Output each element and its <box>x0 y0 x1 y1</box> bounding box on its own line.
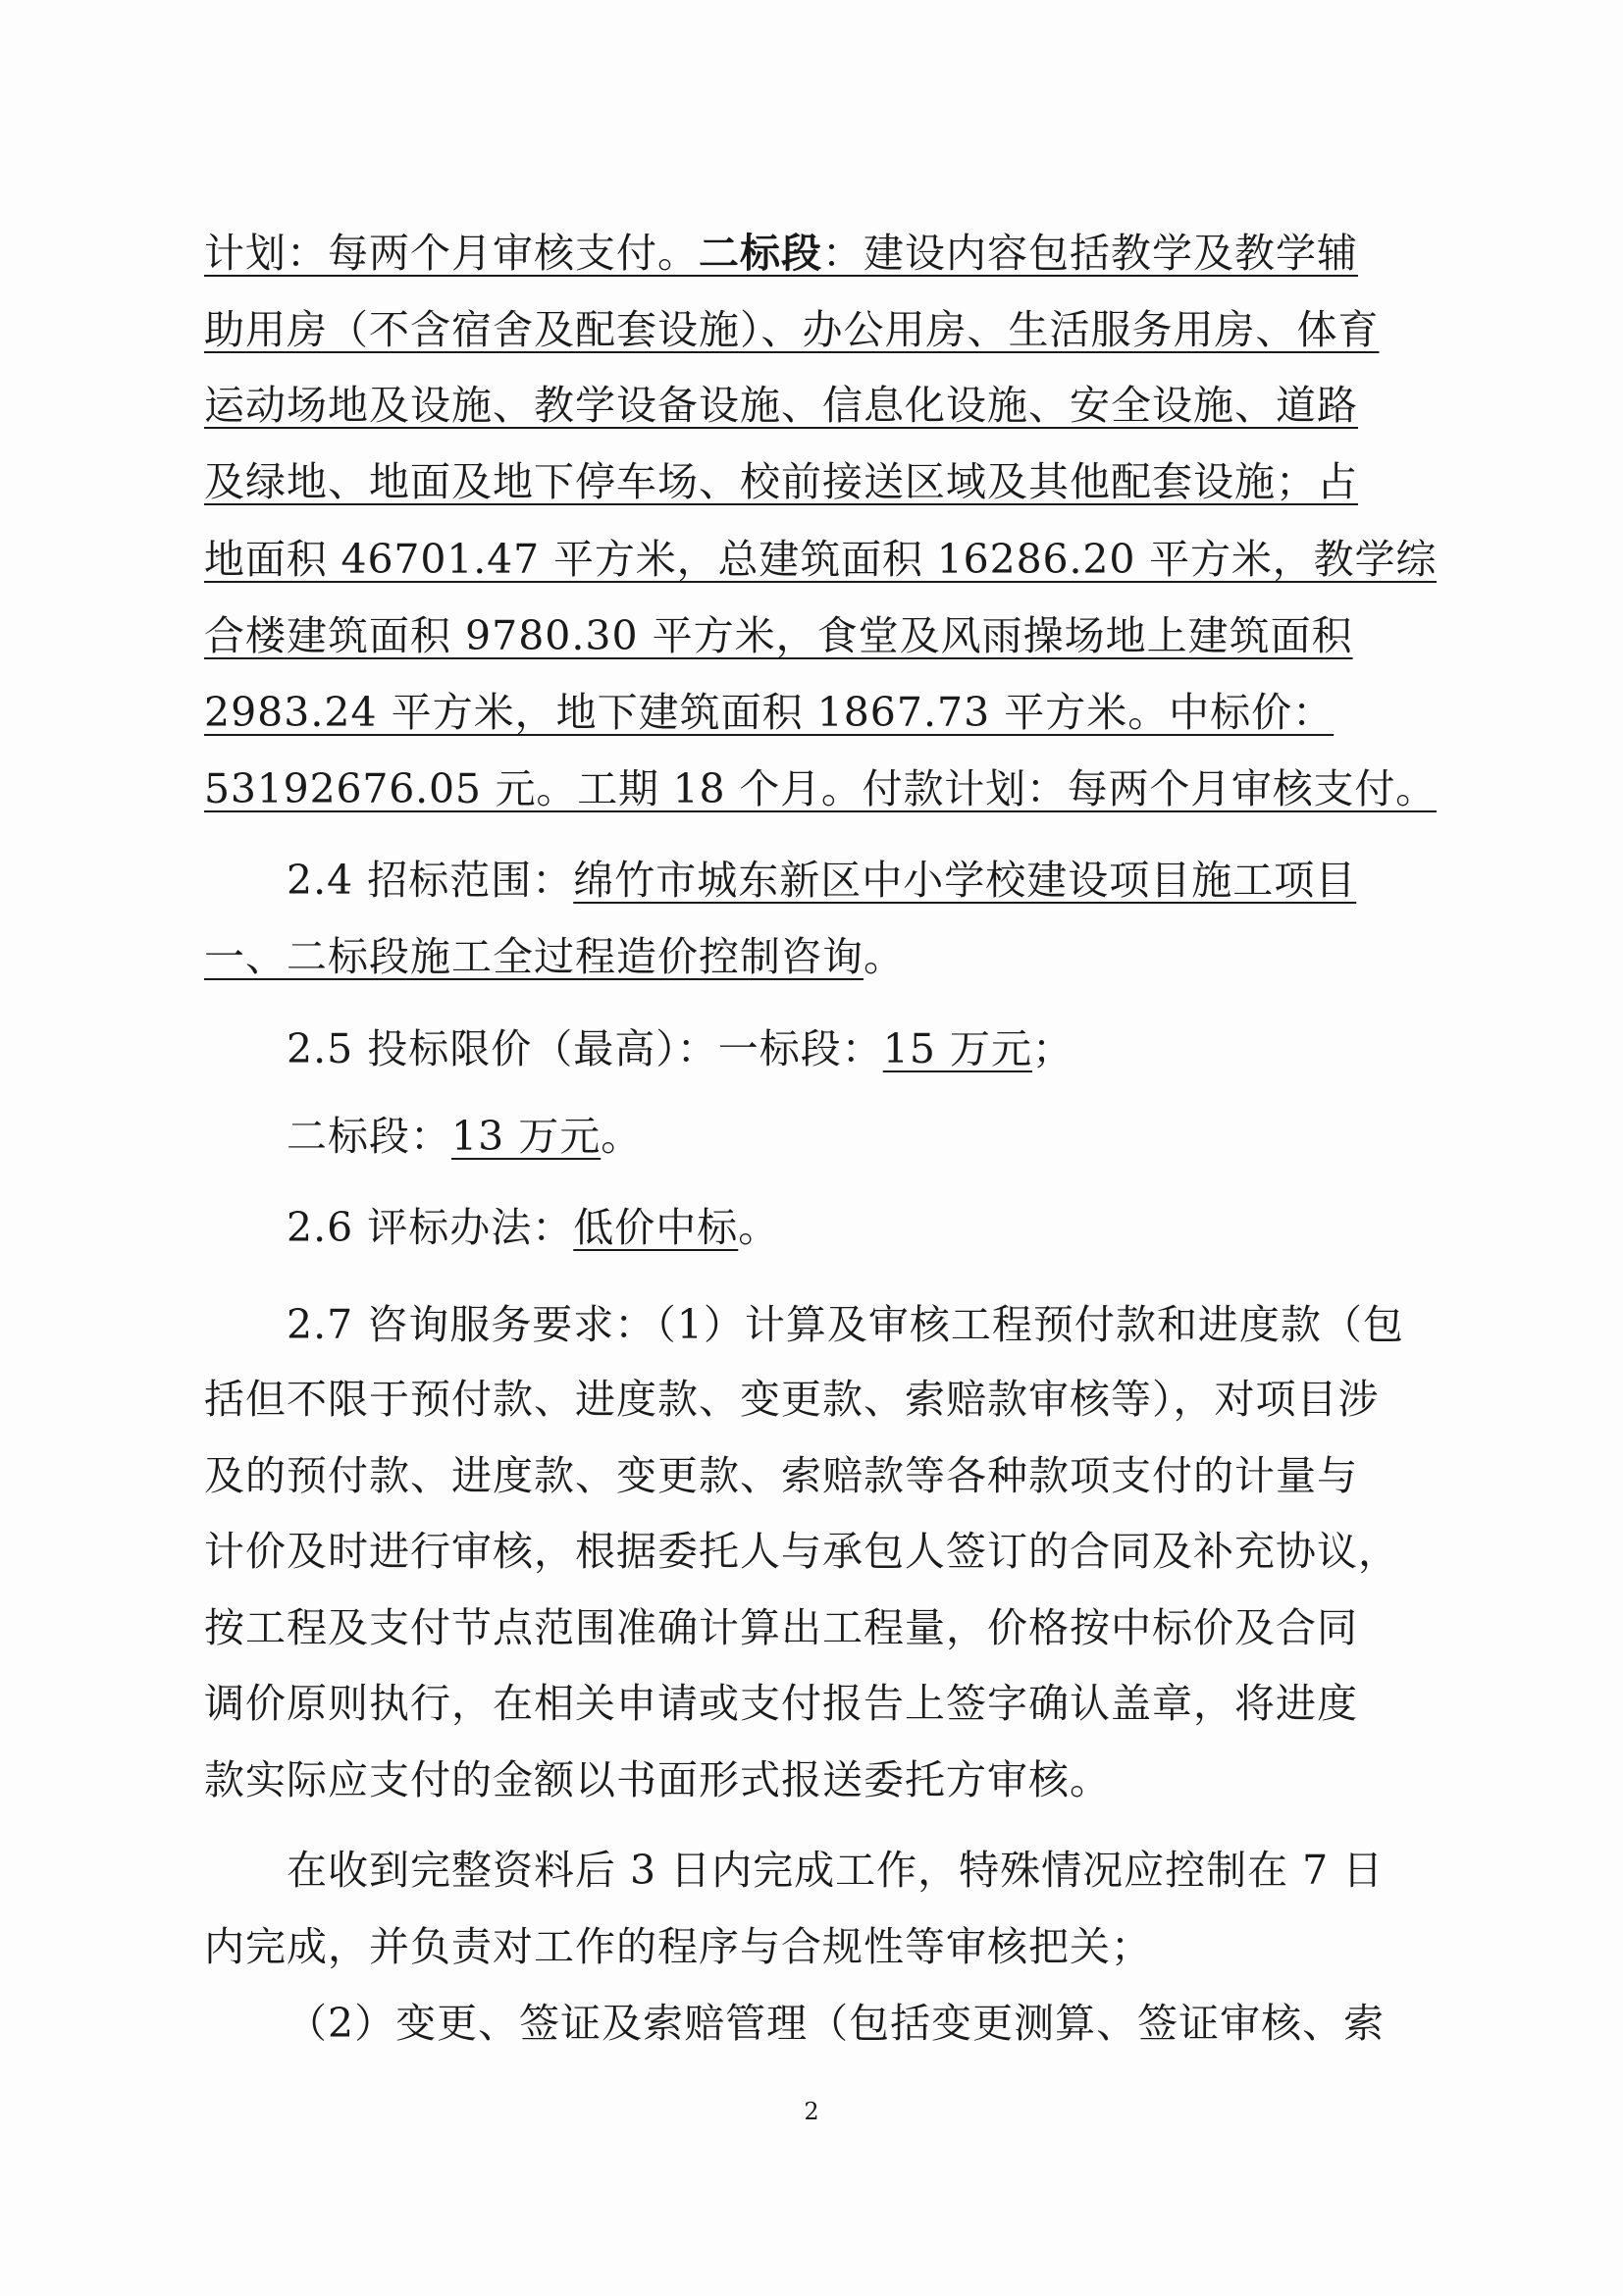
text-line <box>287 1010 1437 1088</box>
text-segment: 2.5 投标限价（最高）：一标段： <box>287 1025 883 1072</box>
text-segment: 。 <box>601 1113 643 1160</box>
underlined-text: 低价中标 <box>573 1204 739 1251</box>
underlined-text: 助用房（不含宿舍及配套设施）、办公用房、生活服务用房、体育 <box>204 306 1380 353</box>
text-segment: 及的预付款、进度款、变更款、索赔款等各种款项支付的计量与 <box>204 1452 1358 1499</box>
text-line <box>287 1097 1437 1175</box>
text-segment: 内完成，并负责对工作的程序与合规性等审核把关； <box>204 1923 1152 1970</box>
text-line <box>204 597 1437 675</box>
underlined-text: 15 万元 <box>882 1025 1032 1072</box>
underlined-text: 二标段 <box>699 230 822 277</box>
text-line <box>204 520 1437 599</box>
text-segment: 括但不限于预付款、进度款、变更款、索赔款审核等），对项目涉 <box>204 1376 1380 1423</box>
underlined-text: 13 万元 <box>451 1113 602 1160</box>
text-line <box>204 443 1437 521</box>
text-segment: 。 <box>864 933 905 980</box>
text-line <box>204 1589 1437 1667</box>
text-line <box>204 1741 1437 1819</box>
text-line <box>287 1188 1437 1267</box>
underlined-text: 53192676.05 元。工期 18 个月。付款计划：每两个月审核支付。 <box>204 765 1437 812</box>
text-segment: 2.4 招标范围： <box>287 857 574 904</box>
text-segment: 二标段： <box>287 1113 451 1160</box>
text-line <box>204 214 1437 292</box>
underlined-text: ：建设内容包括教学及教学辅 <box>822 230 1358 277</box>
text-line <box>204 917 1437 996</box>
text-line <box>204 1436 1437 1515</box>
text-segment: ； <box>1031 1025 1073 1072</box>
text-line <box>287 841 1437 919</box>
text-line <box>287 1285 1437 1364</box>
text-line <box>204 1360 1437 1438</box>
underlined-text: 计划：每两个月审核支付。 <box>204 230 699 277</box>
text-segment: 按工程及支付节点范围准确计算出工程量，价格按中标价及合同 <box>204 1604 1358 1651</box>
text-line <box>204 366 1437 444</box>
underlined-text: 2983.24 平方米，地下建筑面积 1867.73 平方米。中标价： <box>204 689 1335 736</box>
text-line <box>287 1831 1437 1909</box>
text-segment: 调价原则执行，在相关申请或支付报告上签字确认盖章，将进度 <box>204 1680 1358 1727</box>
text-segment: 在收到完整资料后 3 日内完成工作，特殊情况应控制在 7 日 <box>287 1847 1385 1894</box>
text-segment: 计价及时进行审核，根据委托人与承包人签订的合同及补充协议， <box>204 1528 1399 1575</box>
underlined-text: 绵竹市城东新区中小学校建设项目施工项目 <box>573 857 1357 904</box>
text-line <box>204 1512 1437 1591</box>
underlined-text: 运动场地及设施、教学设备设施、信息化设施、安全设施、道路 <box>204 382 1358 429</box>
underlined-text: 合楼建筑面积 9780.30 平方米，食堂及风雨操场地上建筑面积 <box>204 612 1353 659</box>
text-line <box>204 673 1437 752</box>
text-segment: 。 <box>738 1204 780 1251</box>
text-segment: 款实际应支付的金额以书面形式报送委托方审核。 <box>204 1756 1111 1803</box>
text-segment: （2）变更、签证及索赔管理（包括变更测算、签证审核、索 <box>287 2000 1386 2047</box>
page-number: 2 <box>804 2098 819 2125</box>
underlined-text: 及绿地、地面及地下停车场、校前接送区域及其他配套设施；占 <box>204 458 1358 505</box>
text-line <box>287 1984 1437 2062</box>
underlined-text: 地面积 46701.47 平方米，总建筑面积 16286.20 平方米，教学综 <box>204 536 1437 583</box>
text-line <box>204 290 1437 369</box>
text-line <box>204 1664 1437 1743</box>
text-segment: 2.6 评标办法： <box>287 1204 574 1251</box>
underlined-text: 一、二标段施工全过程造价控制咨询 <box>204 933 864 980</box>
text-line <box>204 750 1437 828</box>
text-line <box>204 1907 1437 1986</box>
text-segment: 2.7 咨询服务要求：（1）计算及审核工程预付款和进度款（包 <box>287 1301 1404 1348</box>
